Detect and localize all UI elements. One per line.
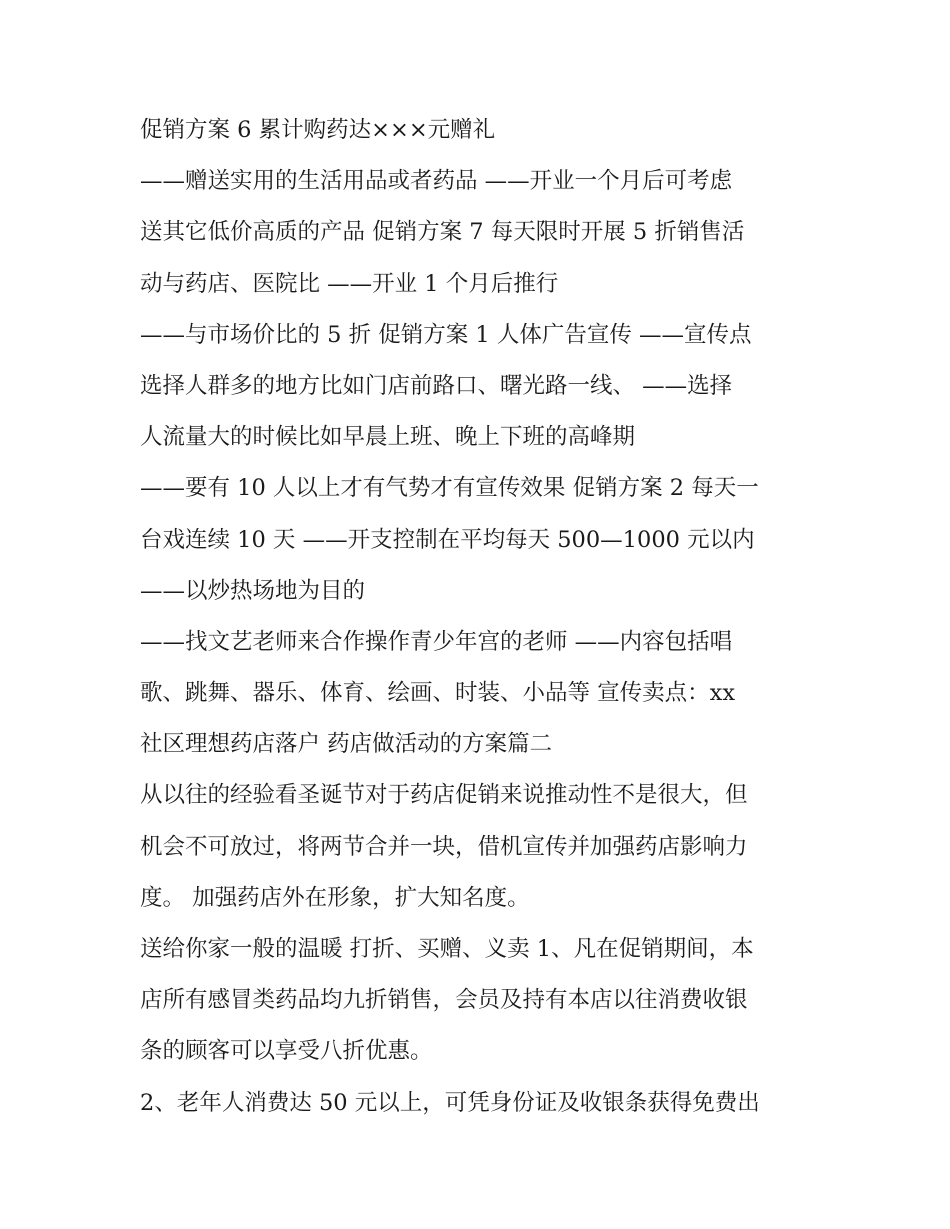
text-line: 条的顾客可以享受八折优惠。 xyxy=(140,1038,433,1065)
text-line: 2、老年人消费达 50 元以上，可凭身份证及收银条获得免费出 xyxy=(140,1089,760,1116)
document-body xyxy=(140,110,820,1134)
text-line: 社区理想药店落户 药店做活动的方案篇二 xyxy=(140,731,553,758)
text-line: 店所有感冒类药品均九折销售，会员及持有本店以往消费收银 xyxy=(140,987,748,1014)
text-line: 动与药店、医院比 ——开业 1 个月后推行 xyxy=(140,270,559,297)
text-line: 促销方案 6 累计购药达×××元赠礼 xyxy=(140,117,496,143)
text-line: ——赠送实用的生活用品或者药品 ——开业一个月后可考虑 xyxy=(140,168,733,195)
text-line: 台戏连续 10 天 ——开支控制在平均每天 500—1000 元以内 xyxy=(140,526,755,553)
text-line: ——以炒热场地为目的 xyxy=(140,577,366,604)
text-line: 度。 加强药店外在形象，扩大知名度。 xyxy=(140,884,530,911)
text-line: 送其它低价高质的产品 促销方案 7 每天限时开展 5 折销售活 xyxy=(140,219,745,246)
text-line: ——要有 10 人以上才有气势才有宣传效果 促销方案 2 每天一 xyxy=(140,475,759,502)
text-line: 人流量大的时候比如早晨上班、晚上下班的高峰期 xyxy=(140,424,636,451)
text-line: ——与市场价比的 5 折 促销方案 1 人体广告宣传 ——宣传点 xyxy=(140,321,752,348)
text-line: 机会不可放过，将两节合并一块，借机宣传并加强药店影响力 xyxy=(140,833,748,860)
text-line: 选择人群多的地方比如门店前路口、曙光路一线、 ——选择 xyxy=(140,372,733,399)
text-line: 从以往的经验看圣诞节对于药店促销来说推动性不是很大，但 xyxy=(140,782,748,809)
text-line: 歌、跳舞、器乐、体育、绘画、时装、小品等 宣传卖点：xx xyxy=(140,680,736,707)
text-line: 送给你家一般的温暖 打折、买赠、义卖 1、凡在促销期间，本 xyxy=(140,936,754,962)
text-line: ——找文艺老师来合作操作青少年宫的老师 ——内容包括唱 xyxy=(140,628,733,655)
